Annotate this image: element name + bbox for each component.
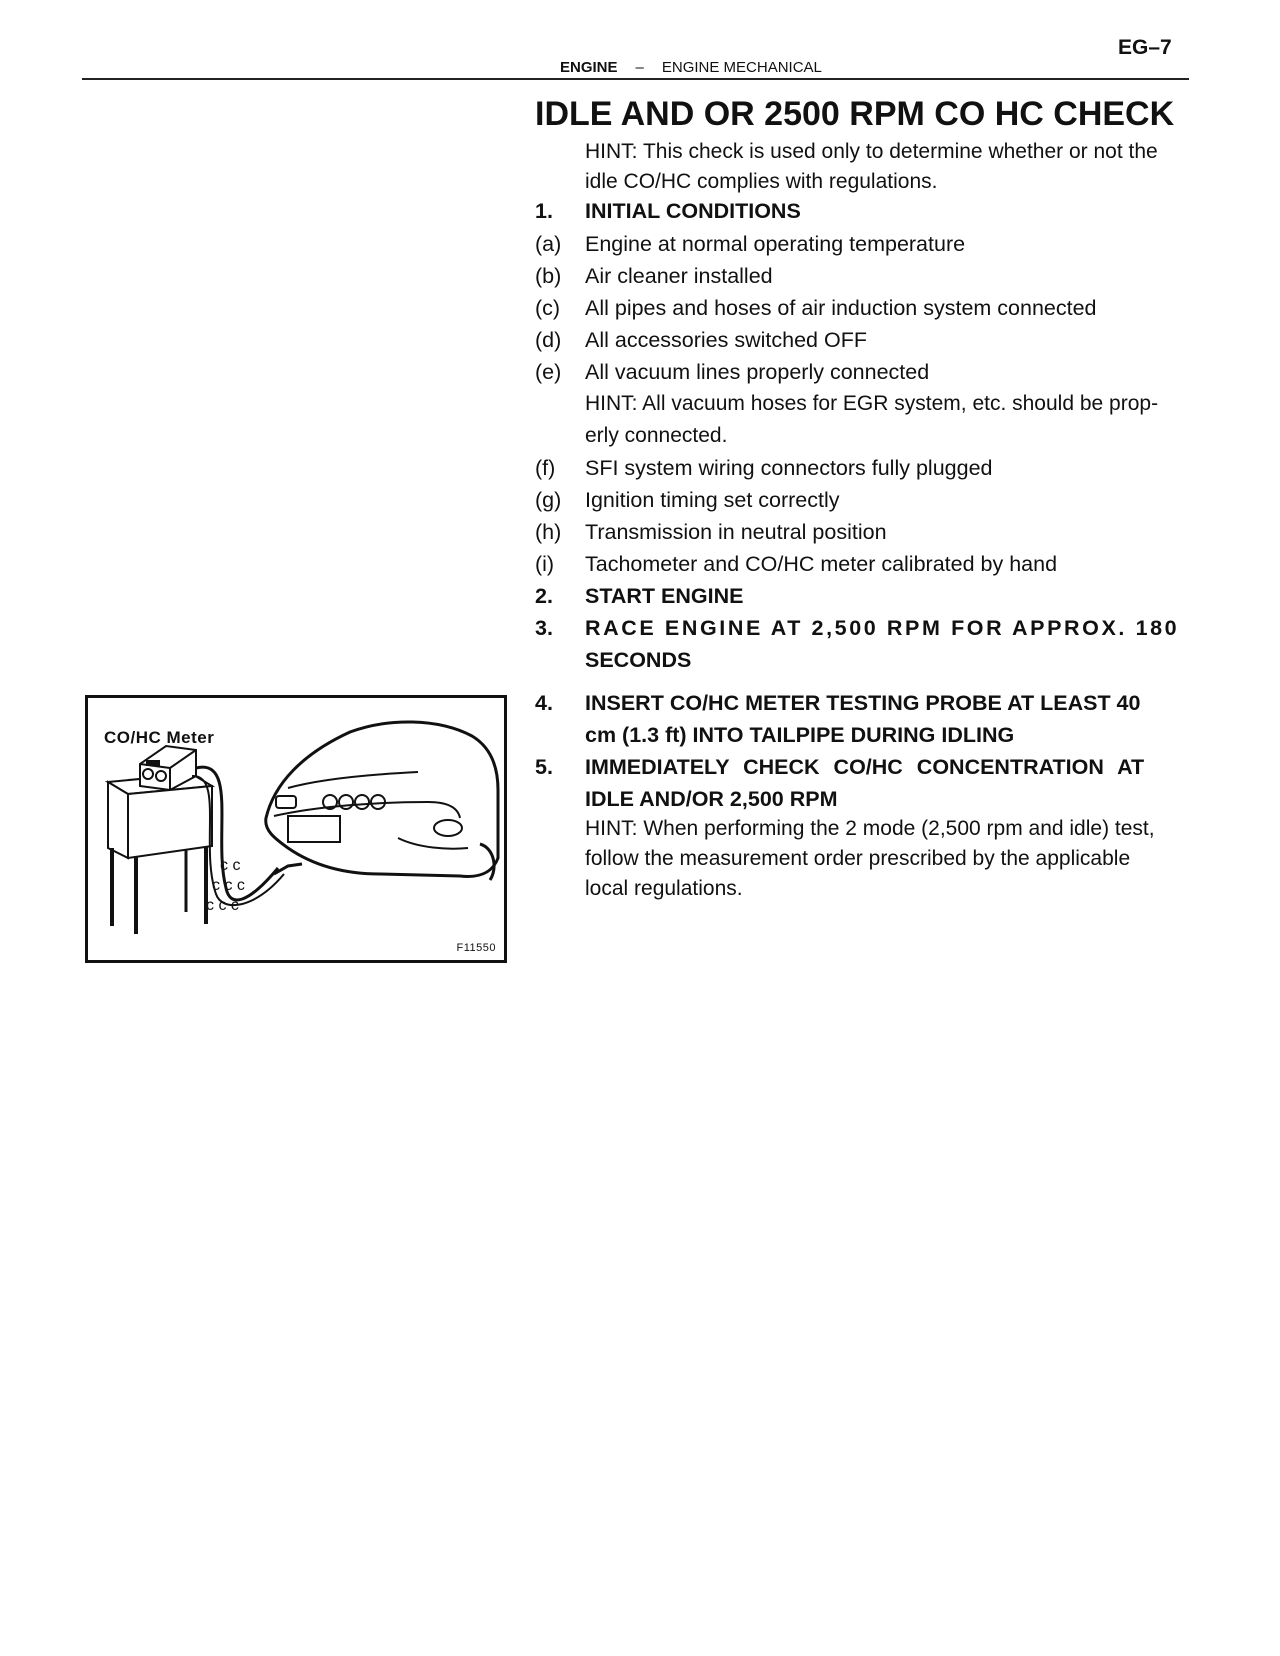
section-minor: ENGINE MECHANICAL — [661, 59, 822, 76]
condition-d — [535, 327, 867, 353]
step-5 — [535, 754, 1144, 780]
co-hc-meter-illustration — [85, 695, 507, 963]
svg-text:c c: c c — [220, 857, 241, 874]
condition-label: (c) — [535, 296, 561, 320]
condition-h — [535, 519, 887, 545]
step-2 — [535, 583, 743, 609]
vacuum-hint-line-2: erly connected. — [585, 424, 728, 447]
condition-text: Engine at normal operating temperature — [585, 232, 966, 256]
step-text: INSERT CO/HC METER TESTING PROBE AT LEAST 40 — [585, 691, 1141, 715]
intro-hint-line-2: idle CO/HC complies with regulations. — [585, 170, 938, 193]
figure-label: CO/HC Meter — [104, 728, 215, 747]
condition-label: (f) — [535, 456, 556, 480]
step-text: START ENGINE — [585, 584, 744, 608]
condition-label: (g) — [535, 488, 562, 512]
condition-text: Air cleaner installed — [585, 264, 773, 288]
step-number: 5. — [535, 755, 553, 779]
condition-i — [535, 551, 1057, 577]
condition-a — [535, 231, 965, 257]
condition-e — [535, 359, 929, 385]
step-1 — [535, 198, 801, 224]
step-text: IMMEDIATELY CHECK CO/HC CONCENTRATION AT — [585, 755, 1145, 779]
header-rule — [82, 78, 1189, 80]
condition-label: (d) — [535, 328, 562, 352]
step-number: 1. — [535, 199, 553, 223]
condition-f — [535, 455, 992, 481]
condition-text: All pipes and hoses of air induction system connected — [585, 296, 1097, 320]
mode-hint-line-3: local regulations. — [585, 877, 743, 900]
mode-hint-line-1: HINT: When performing the 2 mode (2,500 rpm and idle) test, — [585, 817, 1155, 840]
condition-c — [535, 295, 1097, 321]
step-text: INITIAL CONDITIONS — [585, 199, 801, 223]
step-number: 4. — [535, 691, 553, 715]
step-4-continued: cm (1.3 ft) INTO TAILPIPE DURING IDLING — [585, 723, 1015, 747]
condition-text: All vacuum lines properly connected — [585, 360, 930, 384]
step-4 — [535, 690, 1140, 716]
section-major: ENGINE — [560, 59, 618, 76]
page-title: IDLE AND OR 2500 RPM CO HC CHECK — [535, 95, 1175, 133]
step-number: 3. — [535, 616, 553, 640]
condition-text: Tachometer and CO/HC meter calibrated by hand — [585, 552, 1058, 576]
section-separator: – — [635, 59, 644, 76]
condition-label: (h) — [535, 520, 562, 544]
svg-text:c c c: c c c — [206, 897, 239, 914]
condition-text: SFI system wiring connectors fully plugged — [585, 456, 993, 480]
svg-text:c c c: c c c — [212, 877, 245, 894]
condition-b — [535, 263, 773, 289]
step-3-continued: SECONDS — [585, 648, 692, 672]
intro-hint-line-1: HINT: This check is used only to determine whether or not the — [585, 140, 1158, 163]
page-number: EG–7 — [1118, 36, 1172, 59]
condition-text: All accessories switched OFF — [585, 328, 867, 352]
condition-text: Ignition timing set correctly — [585, 488, 840, 512]
step-number: 2. — [535, 584, 553, 608]
step-text: RACE ENGINE AT 2,500 RPM FOR APPROX. 180 — [585, 616, 1180, 640]
step-5-continued: IDLE AND/OR 2,500 RPM — [585, 787, 838, 811]
mode-hint-line-2: follow the measurement order prescribed by the applicable — [585, 847, 1131, 870]
condition-text: Transmission in neutral position — [585, 520, 887, 544]
condition-g — [535, 487, 840, 513]
step-3 — [535, 615, 1179, 641]
vacuum-hint-line-1: HINT: All vacuum hoses for EGR system, etc. should be prop- — [585, 392, 1159, 415]
condition-label: (b) — [535, 264, 562, 288]
running-head — [560, 59, 822, 76]
condition-label: (a) — [535, 232, 562, 256]
condition-label: (e) — [535, 360, 562, 384]
figure-code: F11550 — [456, 942, 496, 954]
condition-label: (i) — [535, 552, 555, 576]
